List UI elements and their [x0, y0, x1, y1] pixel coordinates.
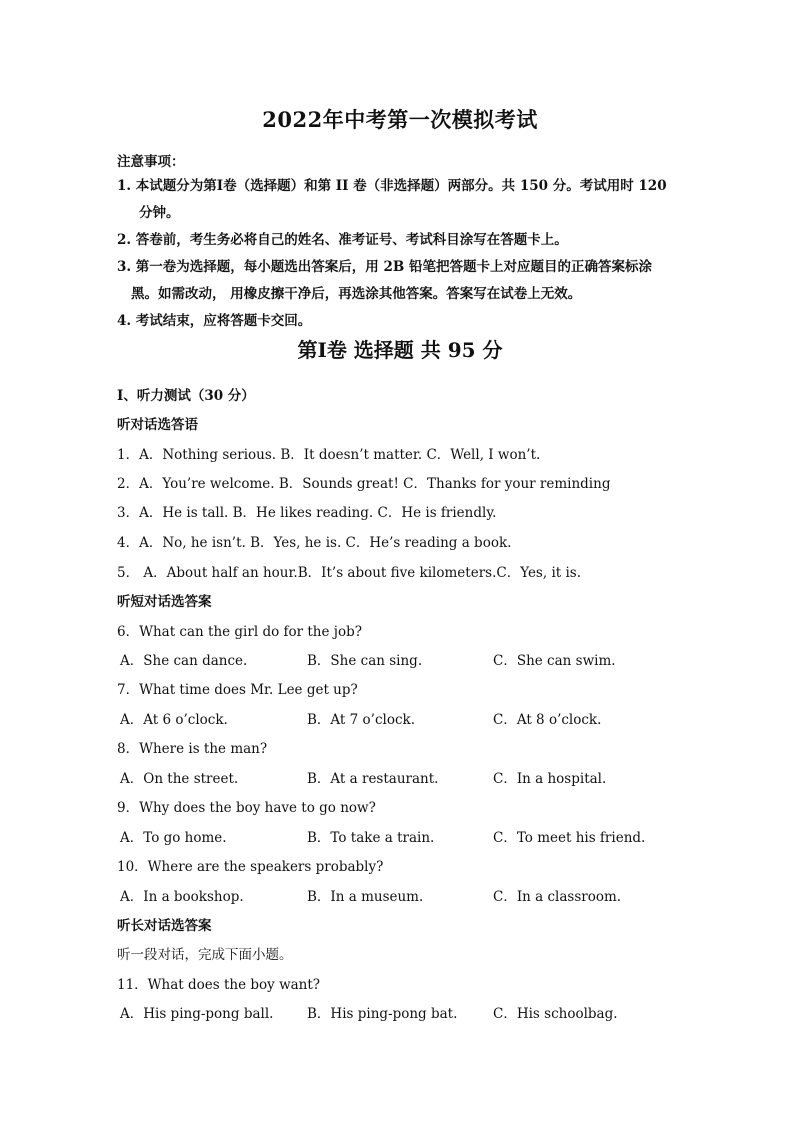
option-b: B．She can sing. — [307, 653, 423, 669]
question-5: 5． A．About half an hour.B．It’s about five kilometers.C．Yes, it is. — [117, 565, 582, 581]
notes-heading: 注意事项： — [117, 154, 185, 170]
exam-title: 2022年中考第一次模拟考试 — [262, 107, 538, 132]
note-item: 黑。如需改动， 用橡皮擦干净后，再选涂其他答案。答案写在试卷上无效。 — [131, 286, 582, 302]
question-8-stem: 8．Where is the man? — [117, 741, 268, 757]
note-item: 4. 考试结束，应将答题卡交回。 — [117, 313, 312, 329]
note-item: 1. 本试题分为第Ⅰ卷（选择题）和第 II 卷（非选择题）两部分。共 150 分。考试用时 120 — [117, 178, 667, 194]
question-10-stem: 10．Where are the speakers probably? — [117, 859, 384, 875]
option-c: C．To meet his friend. — [493, 830, 646, 846]
option-a: A．His ping-pong ball. — [120, 1006, 274, 1022]
option-c: C．In a classroom. — [493, 889, 622, 905]
option-b: B．To take a train. — [307, 830, 435, 846]
note-item: 2. 答卷前，考生务必将自己的姓名、准考证号、考试科目涂写在答题卡上。 — [117, 232, 568, 248]
option-c: C．At 8 o’clock. — [493, 712, 602, 728]
subsection-heading: 听长对话选答案 — [117, 918, 212, 934]
subsection-heading: 听短对话选答案 — [117, 594, 212, 610]
part-heading: Ⅰ、听力测试（30 分） — [117, 388, 255, 404]
subsection-heading: 听对话选答语 — [117, 417, 198, 433]
option-b: B．At 7 o’clock. — [307, 712, 415, 728]
option-a: A．To go home. — [120, 830, 227, 846]
question-11-stem: 11．What does the boy want? — [117, 977, 321, 993]
option-b: B．At a restaurant. — [307, 771, 439, 787]
note-item: 3. 第一卷为选择题，每小题选出答案后，用 2B 铅笔把答题卡上对应题目的正确答案标涂 — [117, 259, 652, 275]
question-9-stem: 9．Why does the boy have to go now? — [117, 800, 376, 816]
section-title: 第Ⅰ卷 选择题 共 95 分 — [297, 338, 503, 362]
question-2: 2．A．You’re welcome. B．Sounds great! C．Thanks for your reminding — [117, 476, 611, 492]
option-b: B．His ping-pong bat. — [307, 1006, 458, 1022]
question-7-stem: 7．What time does Mr. Lee get up? — [117, 682, 358, 698]
option-a: A．On the street. — [120, 771, 239, 787]
question-4: 4．A．No, he isn’t. B．Yes, he is. C．He’s reading a book. — [117, 535, 512, 551]
option-c: C．She can swim. — [493, 653, 616, 669]
question-3: 3．A．He is tall. B．He likes reading. C．He is friendly. — [117, 505, 497, 521]
note-item: 分钟。 — [139, 205, 180, 221]
option-c: C．In a hospital. — [493, 771, 607, 787]
option-a: A．At 6 o’clock. — [120, 712, 228, 728]
notes-section — [117, 150, 697, 333]
question-6-stem: 6．What can the girl do for the job? — [117, 624, 362, 640]
option-b: B．In a museum. — [307, 889, 424, 905]
question-1: 1．A．Nothing serious. B．It doesn’t matter. C．Well, I won’t. — [117, 447, 541, 463]
option-a: A．In a bookshop. — [120, 889, 244, 905]
instruction-text: 听一段对话，完成下面小题。 — [117, 947, 293, 963]
option-c: C．His schoolbag. — [493, 1006, 618, 1022]
option-a: A．She can dance. — [120, 653, 248, 669]
